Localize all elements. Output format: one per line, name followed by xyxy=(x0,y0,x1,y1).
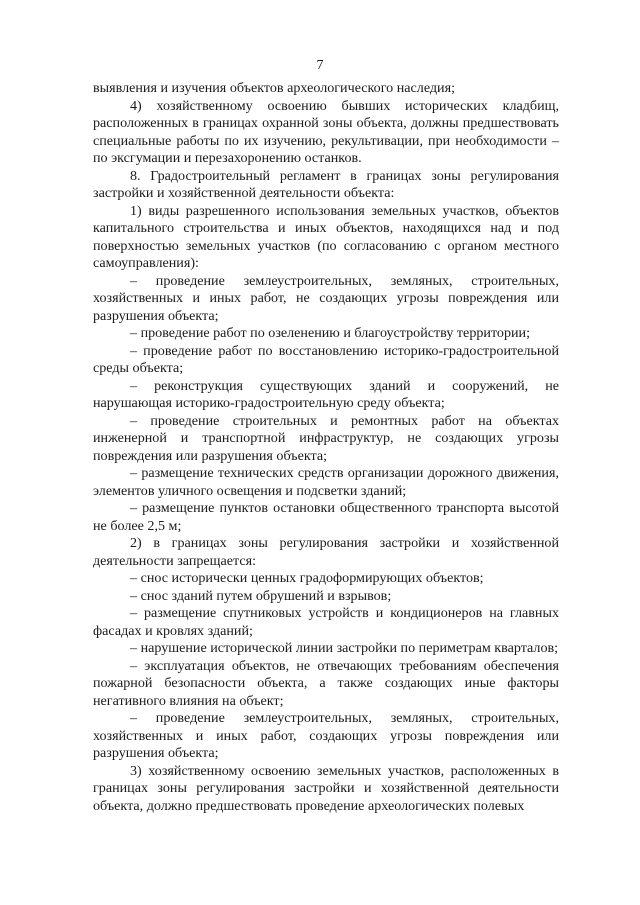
paragraph-continuation: выявления и изучения объектов археологического наследия; xyxy=(93,80,455,96)
paragraph-item-1-permitted-uses: 1) виды разрешенного использования земельных участков, объектов капитального строительства и иных объектов, находящихся над и под поверхностью земельных участков (по согласованию с органом местного самоуправления): xyxy=(93,202,559,271)
paragraph-section-8: 8. Градостроительный регламент в границах зоны регулирования застройки и хозяйственной деятельности объекта: xyxy=(93,167,559,201)
list-item: – проведение работ по восстановлению историко-градостроительной среды объекта; xyxy=(93,342,559,376)
document-body xyxy=(93,80,559,815)
list-item: – снос исторически ценных градоформирующих объектов; xyxy=(130,570,484,586)
list-item: – снос зданий путем обрушений и взрывов; xyxy=(130,587,392,604)
list-item: – нарушение исторической линии застройки по периметрам кварталов; xyxy=(130,640,559,656)
list-item: – проведение землеустроительных, земляных, строительных, хозяйственных и иных работ, создающих угрозы повреждения или разрушения объекта; xyxy=(93,710,559,761)
list-item: – размещение спутниковых устройств и кондиционеров на главных фасадах и кровлях зданий; xyxy=(93,605,559,639)
paragraph-item-4-cemeteries: 4) хозяйственному освоению бывших исторических кладбищ, расположенных в границах охранной зоны объекта, должны предшествовать специальные работы по их изучению, рекультивации, при необходимости – по эксгумации и перезахоронению останков. xyxy=(93,97,559,166)
list-item: – эксплуатация объектов, не отвечающих требованиям обеспечения пожарной безопасности объекта, а также создающих иные факторы негативного влияния на объект; xyxy=(93,657,559,709)
list-item: – проведение строительных и ремонтных работ на объектах инженерной и транспортной инфраструктур, не создающих угрозы повреждения или разрушения объекта; xyxy=(93,412,559,464)
paragraph-item-3-land-development: 3) хозяйственному освоению земельных участков, расположенных в границах зоны регулирования застройки и хозяйственной деятельности объекта, должно предшествовать проведение археологических полевых xyxy=(93,762,559,814)
list-item: – реконструкция существующих зданий и сооружений, не нарушающая историко-градостроительную среду объекта; xyxy=(93,377,559,411)
list-item: – проведение работ по озеленению и благоустройству территории; xyxy=(130,325,531,341)
list-item: – проведение землеустроительных, земляных, строительных, хозяйственных и иных работ, не создающих угрозы повреждения или разрушения объекта; xyxy=(93,272,559,324)
paragraph-item-2-prohibited: 2) в границах зоны регулирования застройки и хозяйственной деятельности запрещается: xyxy=(93,535,559,569)
list-item: – размещение пунктов остановки общественного транспорта высотой не более 2,5 м; xyxy=(93,500,559,534)
page-number: 7 xyxy=(316,58,324,73)
list-item: – размещение технических средств организации дорожного движения, элементов уличного освещения и подсветки зданий; xyxy=(93,465,559,499)
